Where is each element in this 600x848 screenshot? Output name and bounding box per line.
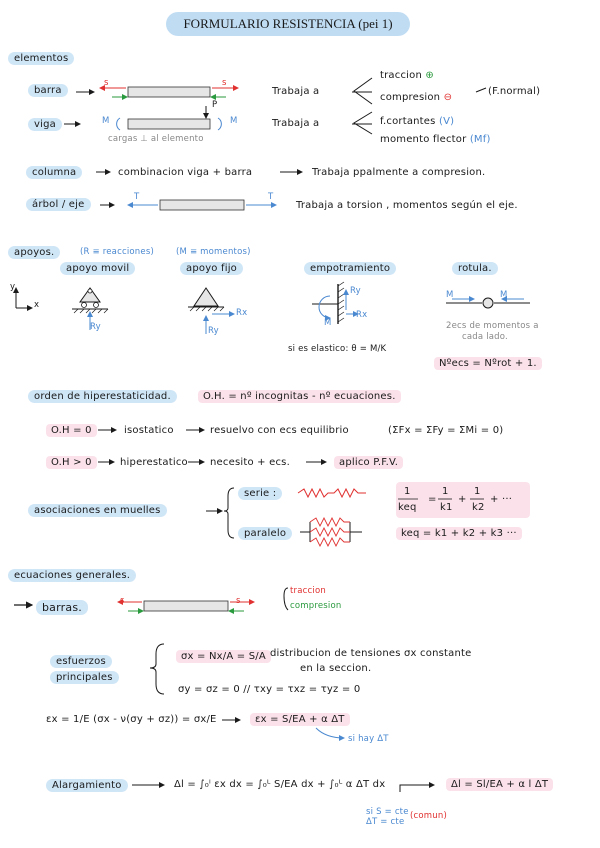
equilibrio-eqs: (ΣFx = ΣFy = ΣMi = 0) [388, 425, 504, 436]
viga-fcortantes: f.cortantes (V) [380, 116, 455, 127]
esfuerzos-label-1: esfuerzos [50, 655, 112, 668]
viga-m-left: M [102, 116, 110, 126]
hiperestatico: hiperestatico [120, 457, 188, 468]
columna-text: combinacion viga + barra [118, 167, 253, 178]
arbol-label: árbol / eje [26, 198, 91, 211]
resuelvo-text: resuelvo con ecs equilibrio [210, 425, 349, 436]
hiper-formula: O.H. = nº incognitas - nº ecuaciones. [198, 390, 401, 403]
rotula-note-1: 2ecs de momentos a [446, 321, 539, 331]
viga-momento: momento flector (Mf) [380, 134, 491, 145]
barras-traccion: traccion [290, 586, 326, 596]
epsilon-x-result: εx = S/EA + α ΔT [250, 713, 350, 726]
barras-s-right: s [236, 596, 241, 606]
barras-compresion: compresion [290, 601, 342, 611]
viga-p: P [212, 100, 218, 110]
comun-note: (comun) [410, 811, 447, 821]
distribucion-2: en la seccion. [300, 663, 372, 674]
cte-2: ΔT = cte [366, 817, 405, 827]
muelles-label: asociaciones en muelles [28, 504, 167, 517]
empotramiento-elastico: si es elastico: θ = M/K [288, 344, 387, 354]
rotula-necs: Nºecs = Nºrot + 1. [434, 357, 542, 370]
plus-sign: + [458, 494, 467, 505]
section-apoyos-header: apoyos. [8, 246, 60, 259]
barra-trabaja: Trabaja a [272, 86, 320, 97]
arbol-t-right: T [268, 192, 274, 202]
keq-serie-den: keq [398, 502, 417, 513]
empotramiento-ry: Ry [350, 286, 361, 296]
rotula-note-2: cada lado. [462, 332, 508, 342]
viga-label: viga [28, 118, 62, 131]
barra-label: barra [28, 84, 68, 97]
axis-y-label: y [10, 282, 16, 292]
page-title: FORMULARIO RESISTENCIA (pei 1) [166, 12, 410, 36]
rotula-label: rotula. [452, 262, 498, 275]
barras-s-left: s [120, 596, 125, 606]
viga-m-right: M [230, 116, 238, 126]
apoyo-fijo-label: apoyo fijo [180, 262, 243, 275]
delta-l-result: Δl = Sl/EA + α l ΔT [446, 778, 553, 791]
keq-paralelo: keq = k1 + k2 + k3 ··· [396, 527, 522, 540]
k1-den: k1 [440, 502, 453, 513]
oh-positive: O.H > 0 [46, 456, 97, 469]
plus-dots: + ··· [490, 494, 513, 505]
viga-trabaja: Trabaja a [272, 118, 320, 129]
apoyo-movil-ry: Ry [90, 322, 101, 332]
cte-1: si S = cte [366, 807, 409, 817]
esfuerzos-label-2: principales [50, 671, 119, 684]
apoyos-r-note: (R ≡ reacciones) [80, 247, 154, 257]
barra-s-left: s [104, 78, 109, 88]
delta-l-formula: Δl = ∫₀ˡ εx dx = ∫₀ᴸ S/EA dx + ∫₀ᴸ α ΔT dx [174, 779, 386, 790]
apoyo-movil-label: apoyo movil [60, 262, 135, 275]
empotramiento-label: empotramiento [304, 262, 396, 275]
arbol-t-left: T [134, 192, 140, 202]
apoyo-fijo-ry: Ry [208, 326, 219, 336]
arbol-trabaja: Trabaja a torsion , momentos según el eje. [296, 200, 518, 211]
barra-traccion: traccion ⊕ [380, 70, 434, 81]
rotula-m-left: M [446, 290, 454, 300]
section-elementos-header: elementos [8, 52, 74, 65]
axis-x-label: x [34, 300, 40, 310]
viga-cargas: cargas ⊥ al elemento [108, 134, 204, 144]
necesito-text: necesito + ecs. [210, 457, 290, 468]
barra-fnormal: (F.normal) [488, 86, 541, 97]
muelles-serie: serie : [238, 487, 282, 500]
barra-compresion: compresion ⊖ [380, 92, 453, 103]
empotramiento-rx: Rx [356, 310, 368, 320]
barras-label: barras. [36, 600, 88, 615]
k2-den: k2 [472, 502, 485, 513]
apoyo-fijo-rx: Rx [236, 308, 248, 318]
columna-trabaja: Trabaja ppalmente a compresion. [312, 167, 486, 178]
apoyos-m-note: (M ≡ momentos) [176, 247, 251, 257]
hiper-header: orden de hiperestaticidad. [28, 390, 177, 403]
aplico-pfv: aplico P.F.V. [334, 456, 403, 469]
sigma-y-formula: σy = σz = 0 // τxy = τxz = τyz = 0 [178, 684, 361, 695]
sigma-x-formula: σx = Nx/A = S/A [176, 650, 271, 663]
minus-circle-icon: ⊖ [443, 92, 453, 103]
plus-circle-icon: ⊕ [425, 70, 434, 81]
keq-equals: = [428, 494, 437, 505]
oh-zero: O.H = 0 [46, 424, 97, 437]
ecuaciones-header: ecuaciones generales. [8, 569, 136, 582]
isostatico: isostatico [124, 425, 174, 436]
epsilon-x-formula: εx = 1/E (σx - ν(σy + σz)) = σx/E [46, 714, 217, 725]
k1-num: 1 [442, 486, 449, 497]
empotramiento-m: M [324, 318, 332, 328]
distribucion-1: distribucion de tensiones σx constante [270, 648, 472, 659]
k2-num: 1 [474, 486, 481, 497]
si-hay-dt: si hay ΔT [348, 734, 389, 744]
rotula-m-right: M [500, 290, 508, 300]
alargamiento-label: Alargamiento [46, 779, 128, 792]
barra-s-right: s [222, 78, 227, 88]
columna-label: columna [26, 166, 82, 179]
muelles-paralelo: paralelo [238, 527, 292, 540]
keq-serie-num: 1 [404, 486, 411, 497]
